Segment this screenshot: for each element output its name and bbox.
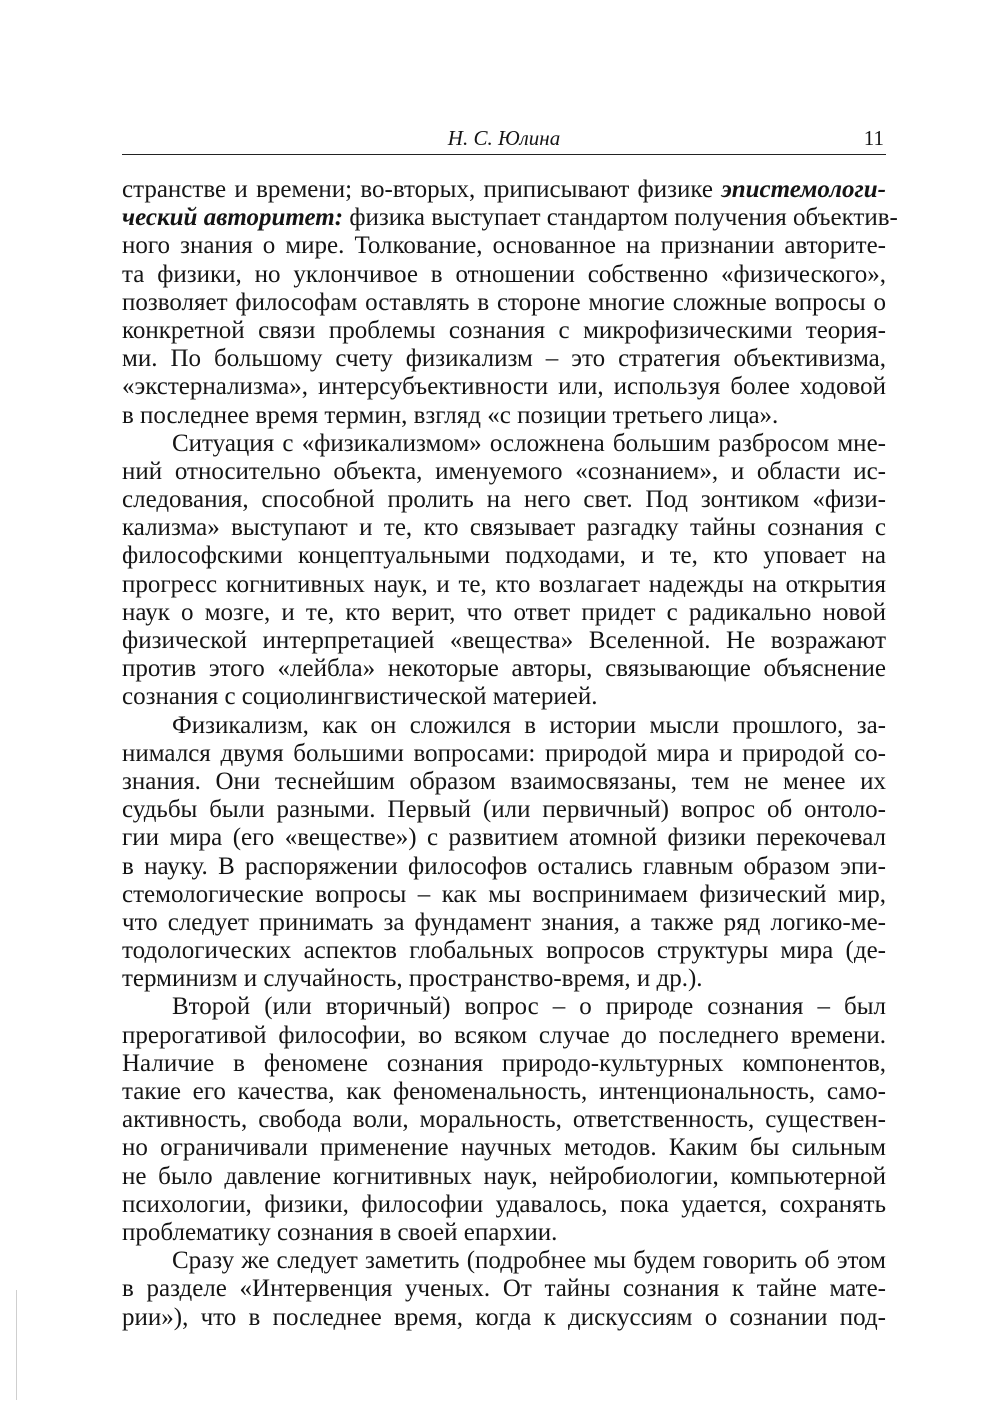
text-run: философскими концептуальными подходами, и те, кто уповает на [122,542,886,570]
text-run: но ограничивали применение научных методов. Каким бы сильным [122,1134,886,1162]
text-run: ний относительно объекта, именуемого «сознанием», и области ис- [122,457,886,485]
text-run: психологии, физики, философии удавалось, пока удается, сохранять [122,1190,886,1218]
text-run: против этого «лейбла» некоторые авторы, связывающие объяснение [122,655,886,683]
text-line [122,853,886,881]
text-run: стемологические вопросы – как мы воспринимаем физический мир, [122,880,886,908]
page-header [122,126,886,155]
text-line [122,571,886,599]
text-run: ми. По большому счету физикализм – это стратегия объективизма, [122,345,886,373]
text-run: рии»), что в последнее время, когда к дискуссиям о сознании под- [122,1303,886,1331]
text-run: наук о мозге, и те, кто верит, что ответ придет с радикально новой [122,598,886,626]
text-line [122,655,886,683]
text-line [122,289,886,317]
text-line [122,881,886,909]
text-run: активность, свобода воли, моральность, ответственность, существен- [122,1106,886,1134]
text-run: проблематику сознания в своей епархии. [122,1218,558,1246]
text-line [122,402,886,430]
page-number: 11 [863,126,884,150]
text-line [122,1275,886,1303]
text-line [122,514,886,542]
text-line [122,1304,886,1332]
text-line [122,937,886,965]
text-run: та физики, но уклончивое в отношении собственно «физического», [122,260,886,288]
text-run: следования, способной пролить на него свет. Под зонтиком «физи- [122,486,886,514]
text-run: тодологических аспектов глобальных вопросов структуры мира (де- [122,937,886,965]
text-line [122,542,886,570]
text-line [122,458,886,486]
text-line [122,1050,886,1078]
text-line [122,712,886,740]
text-line [122,486,886,514]
text-run: прогресс когнитивных наук, и те, кто возлагает надежды на открытия [122,570,886,598]
text-run: позволяет философам оставлять в стороне многие сложные вопросы о [122,288,886,316]
text-run: в последнее время термин, взгляд «с позиции третьего лица». [122,401,779,429]
text-run: кализма» выступают и те, кто связывает разгадку тайны сознания с [122,514,886,542]
emphasis-text: эпистемологи- [721,176,886,203]
text-line [122,373,886,401]
text-run: в науку. В распоряжении философов остались главным образом эпи- [122,852,886,880]
body-text [122,176,898,1332]
margin-mark [16,1290,17,1400]
text-line [122,317,886,345]
text-line [122,824,886,852]
text-run: Физикализм, как он сложился в истории мысли прошлого, за- [172,711,886,739]
text-line [122,261,886,289]
emphasis-text: ческий авторитет: [122,204,344,232]
text-line [122,740,886,768]
text-line [122,1247,886,1275]
text-line [122,1191,886,1219]
running-head: Н. С. Юлина [447,126,561,150]
text-run: судьбы были разными. Первый (или первичный) вопрос об онтоло- [122,796,886,824]
text-line [122,232,886,260]
text-line [122,965,886,993]
text-line [122,993,886,1021]
text-run: гии мира (его «веществе») с развитием атомной физики перекочевал [122,824,886,852]
text-line [122,345,886,373]
text-run: нимался двумя большими вопросами: природой мира и природой со- [122,739,886,767]
text-line [122,1106,886,1134]
text-run: Второй (или вторичный) вопрос – о природе сознания – был [172,993,886,1021]
text-run: Ситуация с «физикализмом» осложнена большим разбросом мне- [172,429,886,457]
text-run: физической интерпретацией «вещества» Вселенной. Не возражают [122,627,886,654]
text-line [122,768,886,796]
text-run: физика выступает стандартом получения объектив- [343,204,898,232]
text-line [122,1134,886,1162]
text-run: такие его качества, как феноменальность, интенциональность, само- [122,1078,886,1105]
text-line [122,599,886,627]
text-run: терминизм и случайность, пространство-время, и др.). [122,965,703,993]
text-run: «экстернализма», интерсубъективности или, используя более ходовой [122,373,886,401]
text-run: сознания с социолингвистической материей. [122,683,598,711]
text-line [122,1022,886,1050]
text-run: что следует принимать за фундамент знания, а также ряд логико-ме- [122,908,886,936]
text-line [122,627,886,655]
text-run: странстве и времени; во-вторых, приписывают физике [122,176,722,203]
text-line [122,430,886,458]
text-line [122,1163,886,1191]
text-run: конкретной связи проблемы сознания с микрофизическими теория- [122,316,886,344]
text-run: Наличие в феномене сознания природо-культурных компонентов, [122,1049,886,1077]
text-run: в разделе «Интервенция ученых. От тайны сознания к тайне мате- [122,1275,886,1303]
text-run: Сразу же следует заметить (подробнее мы будем говорить об этом [172,1247,886,1275]
text-line [122,796,886,824]
text-line [122,683,886,711]
text-line [122,909,886,937]
text-run: ного знания о мире. Толкование, основанное на признании авторите- [122,232,886,260]
text-run: прерогативой философии, во всяком случае до последнего времени. [122,1021,886,1049]
text-line [122,176,886,204]
text-run: не было давление когнитивных наук, нейробиологии, компьютерной [122,1162,886,1190]
text-line [122,204,898,232]
text-line [122,1078,886,1106]
text-line [122,1219,886,1247]
text-run: знания. Они теснейшим образом взаимосвязаны, тем не менее их [122,767,886,795]
